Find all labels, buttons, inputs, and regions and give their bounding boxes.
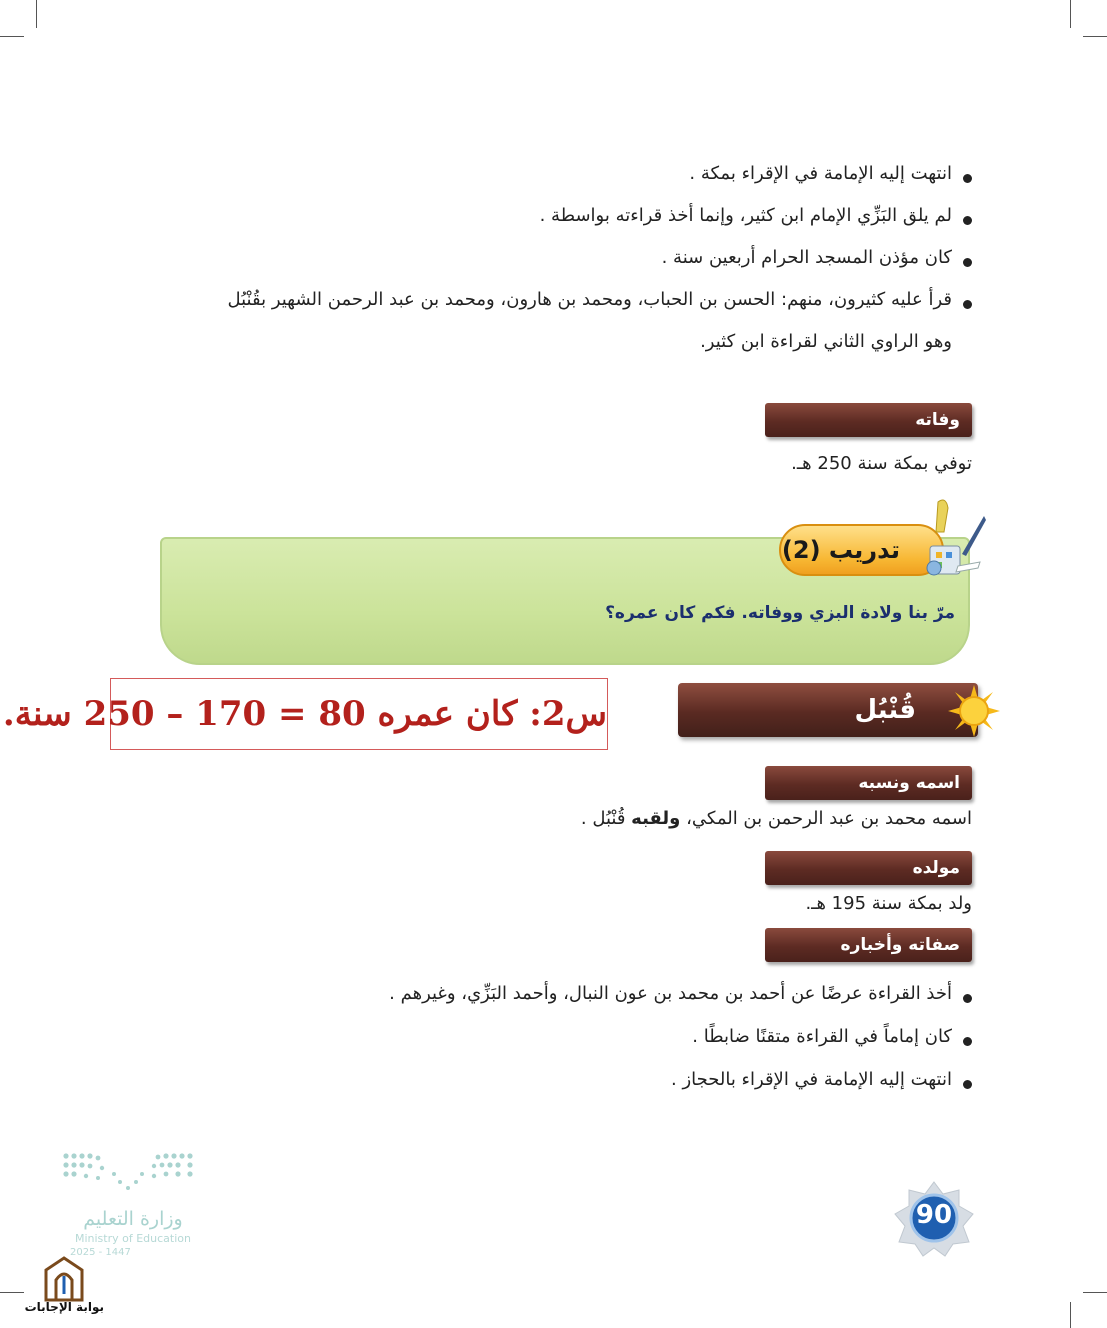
bullet-text: أخذ القراءة عرضًا عن أحمد بن محمد بن عون النبال، وأحمد البَزِّي، وغيرهم . xyxy=(389,983,952,1004)
bullet-icon xyxy=(963,216,972,225)
ministry-arabic: وزارة التعليم xyxy=(83,1208,183,1230)
bullet-icon xyxy=(963,258,972,267)
birth-text: ولد بمكة سنة 195 هـ. xyxy=(805,893,972,914)
crop-mark xyxy=(36,0,37,28)
list-item xyxy=(389,1066,972,1109)
section-header-name: اسمه ونسبه xyxy=(765,766,972,800)
name-text-bold: ولقبه xyxy=(631,808,681,829)
list-item xyxy=(227,244,972,286)
quill-ink-icon xyxy=(918,496,988,578)
qunbul-traits-list xyxy=(389,980,972,1109)
crop-mark xyxy=(1070,1302,1071,1328)
ministry-dots-icon xyxy=(58,1150,198,1194)
ministry-english: Ministry of Education xyxy=(74,1232,191,1245)
bullet-icon xyxy=(963,1037,972,1046)
list-item xyxy=(227,286,972,356)
name-text-prefix: اسمه محمد بن عبد الرحمن بن المكي، xyxy=(686,808,972,829)
bullet-icon xyxy=(963,174,972,183)
ministry-year: 2025 - 1447 xyxy=(70,1247,131,1258)
name-text-suffix: قُنْبُل . xyxy=(580,808,626,829)
list-item xyxy=(389,980,972,1023)
answer-box: س2: كان عمره 80 = 170 – 250 سنة. xyxy=(110,678,608,750)
bullet-continuation: وهو الراوي الثاني لقراءة ابن كثير. xyxy=(700,331,952,352)
crop-mark xyxy=(1083,36,1107,37)
bullet-text: كان مؤذن المسجد الحرام أربعين سنة . xyxy=(661,247,952,268)
name-text xyxy=(581,808,972,829)
section-header-birth: مولده xyxy=(765,851,972,885)
bazzi-facts-list xyxy=(227,160,972,356)
page-number-badge xyxy=(893,1180,975,1258)
bullet-icon xyxy=(963,994,972,1003)
bullet-text: انتهت إليه الإمامة في الإقراء بالحجاز . xyxy=(671,1069,952,1090)
watermark-text: بوابة الإجابات xyxy=(24,1300,104,1314)
sun-icon xyxy=(948,685,1000,737)
exercise-title: تدريب (2) xyxy=(779,524,944,576)
exercise-question: مرّ بنا ولادة البزي ووفاته. فكم كان عمره؟ xyxy=(605,603,955,623)
bullet-text: قرأ عليه كثيرون، منهم: الحسن بن الحباب، ومحمد بن هارون، ومحمد بن عبد الرحمن الشهير بقُنْبُل xyxy=(227,289,952,310)
bullet-icon xyxy=(963,300,972,309)
list-item xyxy=(227,202,972,244)
watermark-emblem-icon xyxy=(42,1256,86,1302)
bullet-text: كان إماماً في القراءة متقنًا ضابطًا . xyxy=(692,1026,952,1047)
ministry-logo xyxy=(58,1150,208,1258)
crop-mark xyxy=(1083,1292,1107,1293)
bullet-text: لم يلق البَزِّي الإمام ابن كثير، وإنما أخذ قراءته بواسطة . xyxy=(539,205,952,226)
crop-mark xyxy=(0,36,24,37)
list-item xyxy=(389,1023,972,1066)
death-text: توفي بمكة سنة 250 هـ. xyxy=(791,453,972,474)
bullet-text: انتهت إليه الإمامة في الإقراء بمكة . xyxy=(689,163,952,184)
page-number: 90 xyxy=(915,1200,953,1230)
crop-mark xyxy=(1070,0,1071,28)
qunbul-heading: قُنْبُل xyxy=(678,683,978,737)
crop-mark xyxy=(0,1292,24,1293)
bullet-icon xyxy=(963,1080,972,1089)
section-header-death: وفاته xyxy=(765,403,972,437)
section-header-traits: صفاته وأخباره xyxy=(765,928,972,962)
list-item xyxy=(227,160,972,202)
